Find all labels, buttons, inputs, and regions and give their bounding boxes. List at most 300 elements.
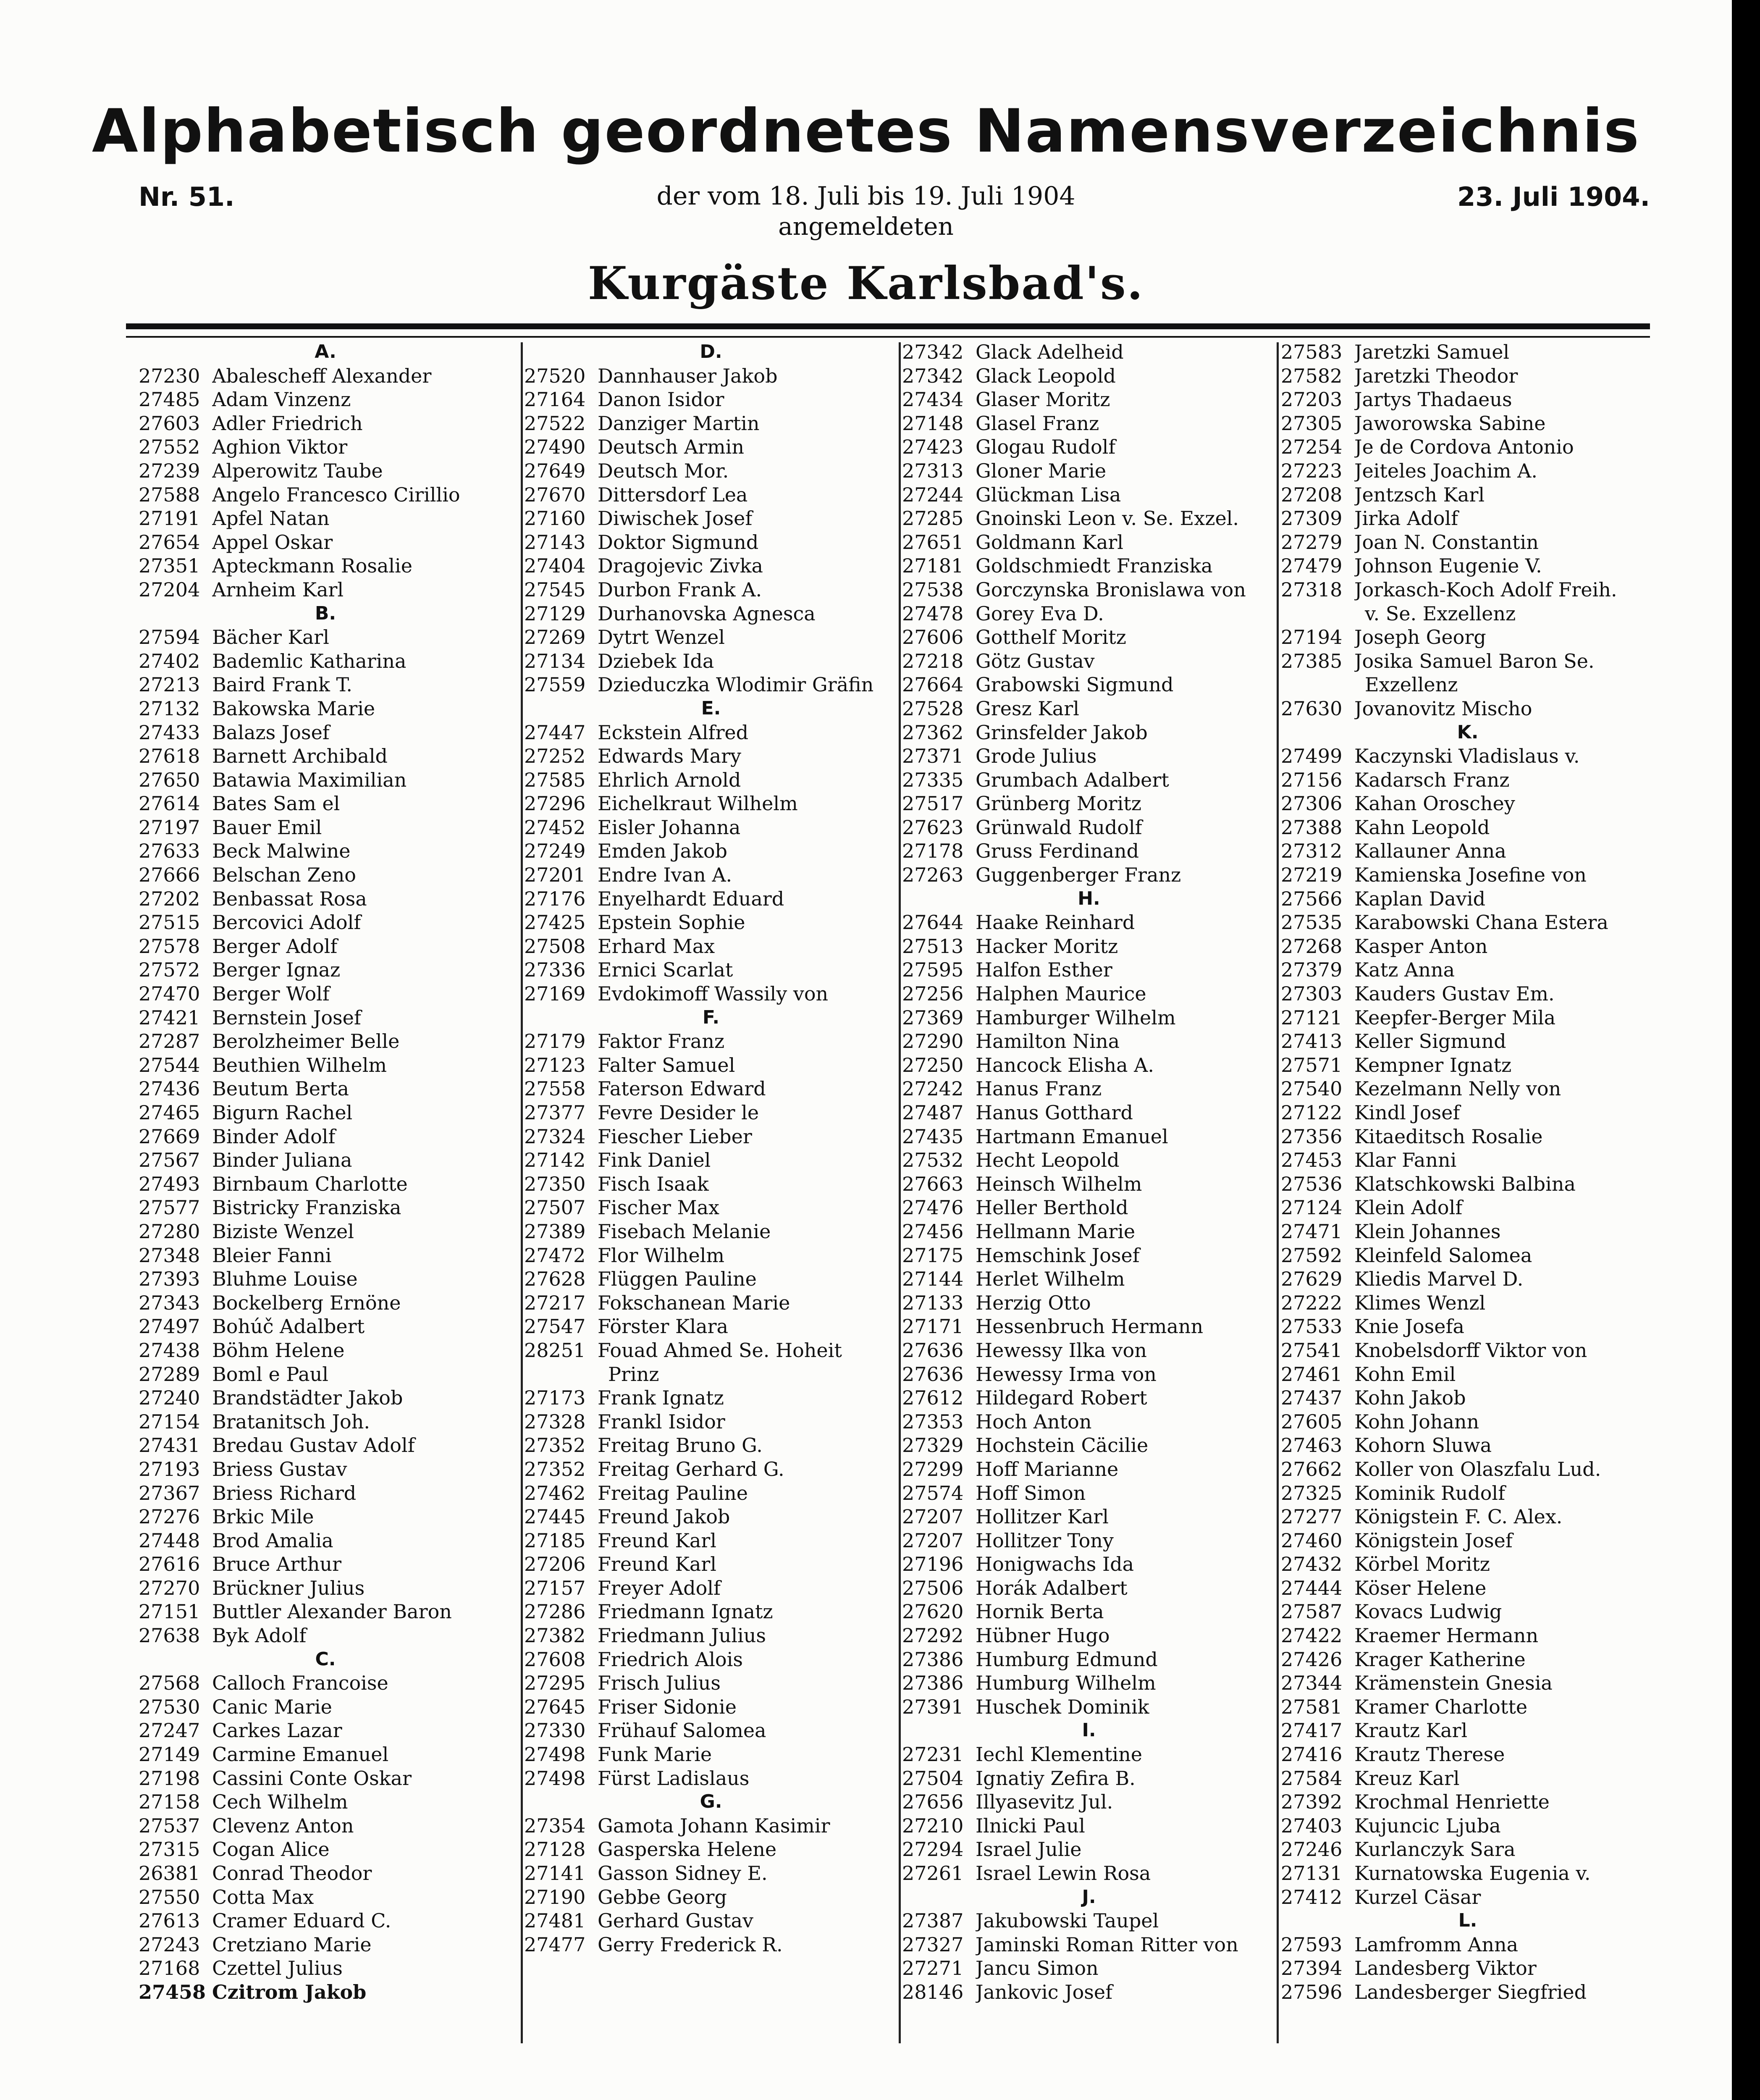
guest-name: Goldschmiedt Franziska: [976, 554, 1213, 578]
guest-name: Evdokimoff Wassily von: [598, 982, 829, 1005]
guest-entry: [902, 1457, 1276, 1481]
guest-name: Berger Adolf: [212, 934, 338, 958]
guest-entry: [524, 816, 898, 840]
guest-entry: [902, 1838, 1276, 1861]
guest-name: Gruss Ferdinand: [976, 840, 1139, 863]
guest-number: 27433: [139, 721, 200, 744]
guest-name: Danon Isidor: [598, 388, 724, 411]
guest-number: 27438: [139, 1339, 200, 1362]
guest-number: 27651: [902, 530, 964, 554]
guest-name: Jankovic Josef: [976, 1980, 1113, 2003]
guest-number: 27532: [902, 1149, 964, 1172]
guest-name: Kliedis Marvel D.: [1354, 1268, 1524, 1291]
subtitle-registered: angemeldeten: [778, 212, 954, 241]
guest-number: 27353: [902, 1410, 964, 1433]
guest-number: 27218: [902, 649, 964, 672]
guest-name: Hanus Franz: [976, 1077, 1102, 1100]
guest-entry: [139, 1291, 512, 1315]
guest-entry: [902, 1743, 1276, 1767]
guest-number: 27222: [1281, 1291, 1343, 1314]
guest-number: 27371: [902, 745, 964, 768]
guest-entry: [902, 1505, 1276, 1529]
guest-number: 27342: [902, 341, 964, 363]
guest-number: 27545: [524, 578, 586, 601]
guest-number: 27638: [139, 1624, 200, 1647]
guest-entry: [1281, 911, 1655, 934]
guest-entry: [902, 459, 1276, 483]
guest-number: 27432: [1281, 1553, 1343, 1576]
guest-number: 27131: [1281, 1862, 1343, 1885]
guest-name: Beuthien Wilhelm: [212, 1053, 387, 1076]
guest-number: 27246: [1281, 1838, 1343, 1861]
guest-name: Krochmal Henriette: [1354, 1790, 1550, 1814]
guest-number: 27670: [524, 483, 586, 506]
guest-number: 27669: [139, 1125, 200, 1148]
guest-number: 27456: [902, 1220, 964, 1243]
guest-entry: [139, 1339, 512, 1362]
guest-entry: [1281, 1743, 1655, 1767]
guest-number: 27289: [139, 1362, 200, 1386]
guest-name: Brandstädter Jakob: [212, 1386, 403, 1410]
guest-entry: [902, 863, 1276, 887]
guest-entry: [902, 1315, 1276, 1339]
guest-number: 27520: [524, 364, 586, 387]
guest-name: Keller Sigmund: [1354, 1030, 1506, 1053]
guest-entry: [902, 1077, 1276, 1101]
guest-name: Krämenstein Gnesia: [1354, 1672, 1553, 1695]
guest-entry: [1281, 1719, 1655, 1743]
guest-entry: [902, 1909, 1276, 1933]
guest-number: 27305: [1281, 412, 1343, 435]
guest-number: 27478: [902, 602, 964, 625]
guest-name: Alperowitz Taube: [212, 459, 383, 482]
guest-number: 27566: [1281, 887, 1343, 910]
guest-name: Apfel Natan: [212, 507, 330, 530]
guest-entry: [1281, 958, 1655, 982]
guest-name: Durhanovska Agnesca: [598, 602, 816, 625]
guest-entry: [1281, 625, 1655, 649]
guest-name: Cech Wilhelm: [212, 1790, 348, 1814]
guest-name: Hamburger Wilhelm: [976, 1006, 1176, 1029]
guest-name: Arnheim Karl: [212, 578, 344, 601]
header-rule-thin: [126, 336, 1650, 338]
guest-name: Kleinfeld Salomea: [1354, 1244, 1532, 1267]
guest-name: Falter Samuel: [598, 1053, 735, 1076]
guest-number: 27141: [524, 1862, 586, 1885]
guest-number: 27515: [139, 911, 200, 934]
guest-name: Halphen Maurice: [976, 982, 1146, 1005]
guest-name: Glack Adelheid: [976, 341, 1124, 363]
guest-name: Keepfer-Berger Mila: [1354, 1006, 1556, 1029]
guest-name: Batawia Maximilian: [212, 768, 407, 791]
guest-name: Freitag Pauline: [598, 1481, 748, 1504]
guest-number: 27175: [902, 1244, 964, 1267]
guest-entry: [1281, 863, 1655, 887]
guest-number: 27435: [902, 1125, 964, 1148]
guest-entry: [524, 1077, 898, 1101]
guest-number: 27472: [524, 1244, 586, 1267]
guest-entry: [139, 1148, 512, 1172]
guest-entry: [524, 768, 898, 792]
guest-name: Baird Frank T.: [212, 673, 352, 696]
guest-number: 27403: [1281, 1814, 1343, 1837]
guest-name: Berger Ignaz: [212, 958, 341, 982]
guest-name: Balazs Josef: [212, 721, 330, 744]
guest-entry: [1281, 1790, 1655, 1814]
guest-entry: [1281, 1885, 1655, 1909]
guest-name: Goldmann Karl: [976, 530, 1124, 554]
guest-number: 27571: [1281, 1053, 1343, 1076]
guest-entry: [902, 602, 1276, 626]
guest-name: Deutsch Armin: [598, 436, 744, 459]
guest-name: Adam Vinzenz: [212, 388, 351, 411]
guest-entry: [902, 1244, 1276, 1268]
guest-name: Herzig Otto: [976, 1291, 1091, 1314]
guest-number: 27461: [1281, 1362, 1343, 1386]
guest-number: 27239: [139, 459, 200, 482]
guest-name: Boml e Paul: [212, 1362, 328, 1386]
guest-entry: [139, 1600, 512, 1624]
guest-entry: [1281, 1029, 1655, 1053]
guest-name: Gotthelf Moritz: [976, 626, 1126, 649]
guest-number: 27185: [524, 1529, 586, 1552]
guest-entry: [902, 1172, 1276, 1196]
guest-entry: [1281, 1244, 1655, 1268]
guest-number: 27276: [139, 1505, 200, 1528]
guest-number: 27386: [902, 1648, 964, 1671]
guest-number: 27157: [524, 1576, 586, 1599]
guest-number: 27196: [902, 1553, 964, 1576]
guest-entry: [902, 1148, 1276, 1172]
issue-date: 23. Juli 1904.: [1457, 181, 1650, 212]
guest-number: 27616: [139, 1553, 200, 1576]
guest-number: 27541: [1281, 1339, 1343, 1362]
guest-name: Dziebek Ida: [598, 649, 714, 672]
guest-entry: [902, 1600, 1276, 1624]
guest-entry: [524, 1767, 898, 1790]
guest-number: 27388: [1281, 816, 1343, 839]
guest-entry: [139, 1006, 512, 1030]
guest-name: Hoff Marianne: [976, 1457, 1119, 1480]
guest-name: Honigwachs Ida: [976, 1553, 1134, 1576]
guest-entry: [139, 1457, 512, 1481]
guest-entry: [902, 839, 1276, 863]
guest-number: 27581: [1281, 1695, 1343, 1718]
guest-number: 27404: [524, 554, 586, 578]
guest-name: Hollitzer Karl: [976, 1505, 1109, 1528]
guest-entry: [524, 1743, 898, 1767]
guest-name: Krager Katherine: [1354, 1648, 1526, 1671]
guest-name: Hollitzer Tony: [976, 1529, 1114, 1552]
guest-name: Jartys Thadaeus: [1354, 388, 1512, 411]
guest-entry: [902, 412, 1276, 436]
guest-entry: [524, 1885, 898, 1909]
guest-entry: [902, 388, 1276, 412]
guest-entry: [524, 673, 898, 697]
issue-number: Nr. 51.: [139, 181, 235, 212]
guest-name: Berolzheimer Belle: [212, 1030, 400, 1053]
guest-entry: [1281, 1077, 1655, 1101]
guest-number: 27143: [524, 530, 586, 554]
guest-name: Apteckmann Rosalie: [212, 554, 412, 578]
guest-entry: [524, 1695, 898, 1719]
guest-entry: [524, 649, 898, 673]
guest-name: Biziste Wenzel: [212, 1220, 354, 1243]
guest-entry: [139, 1386, 512, 1410]
guest-name: Knobelsdorff Viktor von: [1354, 1339, 1587, 1362]
guest-name: Jaretzki Theodor: [1354, 364, 1518, 387]
guest-name: Friedmann Julius: [598, 1624, 766, 1647]
guest-name: Friedrich Alois: [598, 1648, 743, 1671]
guest-name: Gebbe Georg: [598, 1885, 727, 1908]
guest-name: Kurlanczyk Sara: [1354, 1838, 1516, 1861]
guest-entry: [902, 934, 1276, 958]
guest-name: Josika Samuel Baron Se.: [1354, 649, 1595, 672]
guest-number: 27412: [1281, 1885, 1343, 1908]
guest-entry: [902, 554, 1276, 578]
guest-name: Gloner Marie: [976, 459, 1107, 482]
guest-entry: [524, 1909, 898, 1933]
guest-entry: [902, 625, 1276, 649]
guest-number: 27394: [1281, 1957, 1343, 1980]
guest-number: 27208: [1281, 483, 1343, 506]
guest-name: Cretziano Marie: [212, 1933, 372, 1956]
guest-entry: [524, 744, 898, 768]
guest-name: Hemschink Josef: [976, 1244, 1140, 1267]
guest-entry: [524, 1529, 898, 1553]
guest-name: Karabowski Chana Estera: [1354, 911, 1608, 934]
guest-entry: [902, 1933, 1276, 1957]
guest-name: Barnett Archibald: [212, 745, 388, 768]
guest-number: 27132: [139, 697, 200, 720]
guest-entry: [139, 530, 512, 554]
guest-entry: [524, 625, 898, 649]
section-letter: H.: [1078, 887, 1100, 909]
guest-number: 27533: [1281, 1315, 1343, 1338]
guest-number: 27386: [902, 1672, 964, 1695]
guest-number: 27261: [902, 1862, 964, 1885]
guest-number: 27231: [902, 1743, 964, 1766]
guest-name: Fokschanean Marie: [598, 1291, 790, 1314]
guest-entry: [139, 1481, 512, 1505]
guest-entry: [524, 1861, 898, 1885]
guest-name: Kaplan David: [1354, 887, 1486, 910]
guest-entry: [524, 1671, 898, 1695]
guest-number: 27324: [524, 1125, 586, 1148]
guest-entry: [524, 863, 898, 887]
guest-name: Landesberg Viktor: [1354, 1957, 1537, 1980]
guest-number: 27391: [902, 1695, 964, 1718]
guest-number: 27178: [902, 840, 964, 863]
guest-number: 27295: [524, 1672, 586, 1695]
section-letter: D.: [700, 341, 722, 362]
guest-entry: [524, 459, 898, 483]
guest-name: Flüggen Pauline: [598, 1268, 757, 1291]
guest-number: 27287: [139, 1030, 200, 1053]
guest-number: 27465: [139, 1101, 200, 1124]
guest-entry: [524, 412, 898, 436]
guest-entry: [524, 1029, 898, 1053]
guest-number: 27448: [139, 1529, 200, 1552]
guest-name: Brückner Julius: [212, 1576, 365, 1599]
guest-entry: [139, 412, 512, 436]
guest-name: Hornik Berta: [976, 1600, 1104, 1623]
guest-number: 27379: [1281, 958, 1343, 982]
guest-entry: [1281, 1101, 1655, 1125]
guest-number: 27666: [139, 864, 200, 887]
guest-name: Edwards Mary: [598, 745, 741, 768]
guest-number: 27210: [902, 1814, 964, 1837]
guest-number: 27426: [1281, 1648, 1343, 1671]
entry-continuation: Exzellenz: [1365, 673, 1458, 696]
guest-number: 27294: [902, 1838, 964, 1861]
guest-entry: [1281, 1220, 1655, 1244]
guest-entry: [1281, 1267, 1655, 1291]
guest-name: Beutum Berta: [212, 1077, 349, 1100]
guest-number: 27550: [139, 1885, 200, 1908]
guest-number: 27588: [139, 483, 200, 506]
guest-name: Belschan Zeno: [212, 864, 356, 887]
guest-name: Bleier Fanni: [212, 1244, 332, 1267]
guest-number: 27517: [902, 792, 964, 815]
guest-name: Hildegard Robert: [976, 1386, 1147, 1410]
guest-number: 27594: [139, 626, 200, 649]
guest-name: Freund Karl: [598, 1553, 716, 1576]
page-title: Alphabetisch geordnetes Namensverzeichnis: [92, 97, 1640, 166]
guest-number: 27614: [139, 792, 200, 815]
guest-name: Kallauner Anna: [1354, 840, 1506, 863]
guest-number: 27479: [1281, 554, 1343, 578]
guest-number: 27352: [524, 1457, 586, 1480]
guest-number: 27537: [139, 1814, 200, 1837]
guest-name: Diwischek Josef: [598, 507, 753, 530]
guest-name: Krautz Therese: [1354, 1743, 1505, 1766]
guest-name: Bistricky Franziska: [212, 1196, 401, 1219]
guest-number: 27280: [139, 1220, 200, 1243]
guest-name: Beck Malwine: [212, 840, 351, 863]
guest-number: 27242: [902, 1077, 964, 1100]
guest-entry: [139, 1956, 512, 1980]
guest-number: 27490: [524, 436, 586, 459]
guest-name: Israel Lewin Rosa: [976, 1862, 1151, 1885]
guest-entry: [524, 1838, 898, 1861]
guest-entry: [524, 982, 898, 1006]
guest-number: 27595: [902, 958, 964, 982]
guest-entry: [902, 911, 1276, 934]
guest-name: Gnoinski Leon v. Se. Exzel.: [976, 507, 1239, 530]
guest-entry: [902, 982, 1276, 1006]
guest-entry: [1281, 1814, 1655, 1838]
guest-number: 27538: [902, 578, 964, 601]
guest-number: 27128: [524, 1838, 586, 1861]
guest-entry: [524, 1148, 898, 1172]
guest-number: 27522: [524, 412, 586, 435]
guest-name: Joan N. Constantin: [1354, 530, 1539, 554]
guest-number: 27156: [1281, 768, 1343, 791]
guest-number: 27458: [139, 1980, 206, 2003]
guest-number: 27213: [139, 673, 200, 696]
guest-name: Klein Johannes: [1354, 1220, 1501, 1243]
section-letter: B.: [315, 602, 336, 624]
guest-name: Bredau Gustav Adolf: [212, 1434, 415, 1457]
guest-number: 27369: [902, 1006, 964, 1029]
guest-name: Jovanovitz Mischo: [1354, 697, 1532, 720]
guest-entry: [1281, 364, 1655, 388]
guest-entry: [139, 1743, 512, 1767]
guest-number: 27540: [1281, 1077, 1343, 1100]
guest-number: 27513: [902, 934, 964, 958]
name-column-4: [1281, 340, 1655, 2004]
guest-name: Hecht Leopold: [976, 1149, 1120, 1172]
guest-name: Fink Daniel: [598, 1149, 711, 1172]
guest-name: Huschek Dominik: [976, 1695, 1149, 1718]
guest-name: Conrad Theodor: [212, 1862, 372, 1885]
guest-name: Cramer Eduard C.: [212, 1909, 391, 1932]
guest-entry: [1281, 530, 1655, 554]
guest-entry: [139, 1362, 512, 1386]
guest-number: 27423: [902, 436, 964, 459]
guest-number: 27158: [139, 1790, 200, 1814]
guest-name: Friser Sidonie: [598, 1695, 737, 1718]
guest-name: Bakowska Marie: [212, 697, 375, 720]
guest-number: 27663: [902, 1172, 964, 1195]
guest-entry: [139, 649, 512, 673]
guest-entry: [524, 602, 898, 626]
guest-number: 27583: [1281, 341, 1343, 363]
guest-name: Freund Jakob: [598, 1505, 730, 1528]
guest-entry: [139, 721, 512, 745]
guest-number: 27342: [902, 364, 964, 387]
guest-entry: [139, 1671, 512, 1695]
guest-number: 27269: [524, 626, 586, 649]
guest-entry: [902, 1671, 1276, 1695]
guest-name: Appel Oskar: [212, 530, 333, 554]
guest-number: 27385: [1281, 649, 1343, 672]
column-divider: [1277, 342, 1279, 2043]
guest-name: Glasel Franz: [976, 412, 1099, 435]
guest-number: 27506: [902, 1576, 964, 1599]
guest-entry: [524, 1648, 898, 1672]
guest-entry: [524, 1552, 898, 1576]
guest-number: 27452: [524, 816, 586, 839]
guest-number: 27463: [1281, 1434, 1343, 1457]
guest-name: Kominik Rudolf: [1354, 1481, 1506, 1504]
guest-entry: [139, 1267, 512, 1291]
guest-number: 27630: [1281, 697, 1343, 720]
guest-entry: [139, 1029, 512, 1053]
guest-name: Cassini Conte Oskar: [212, 1767, 412, 1790]
guest-entry: [902, 1790, 1276, 1814]
guest-number: 27656: [902, 1790, 964, 1814]
guest-entry: [139, 1909, 512, 1933]
guest-number: 27447: [524, 721, 586, 744]
guest-entry: [524, 1600, 898, 1624]
guest-entry: [139, 1053, 512, 1077]
guest-entry: [902, 1125, 1276, 1149]
guest-number: 27179: [524, 1030, 586, 1053]
guest-number: 27249: [524, 840, 586, 863]
guest-name: Guggenberger Franz: [976, 864, 1181, 887]
guest-number: 27268: [1281, 934, 1343, 958]
guest-name: Freitag Bruno G.: [598, 1434, 763, 1457]
guest-entry: [524, 1457, 898, 1481]
guest-name: Bates Sam el: [212, 792, 340, 815]
guest-name: Grünwald Rudolf: [976, 816, 1142, 839]
guest-entry: [139, 554, 512, 578]
guest-number: 27351: [139, 554, 200, 578]
guest-name: Dittersdorf Lea: [598, 483, 748, 506]
guest-entry: [139, 1410, 512, 1434]
